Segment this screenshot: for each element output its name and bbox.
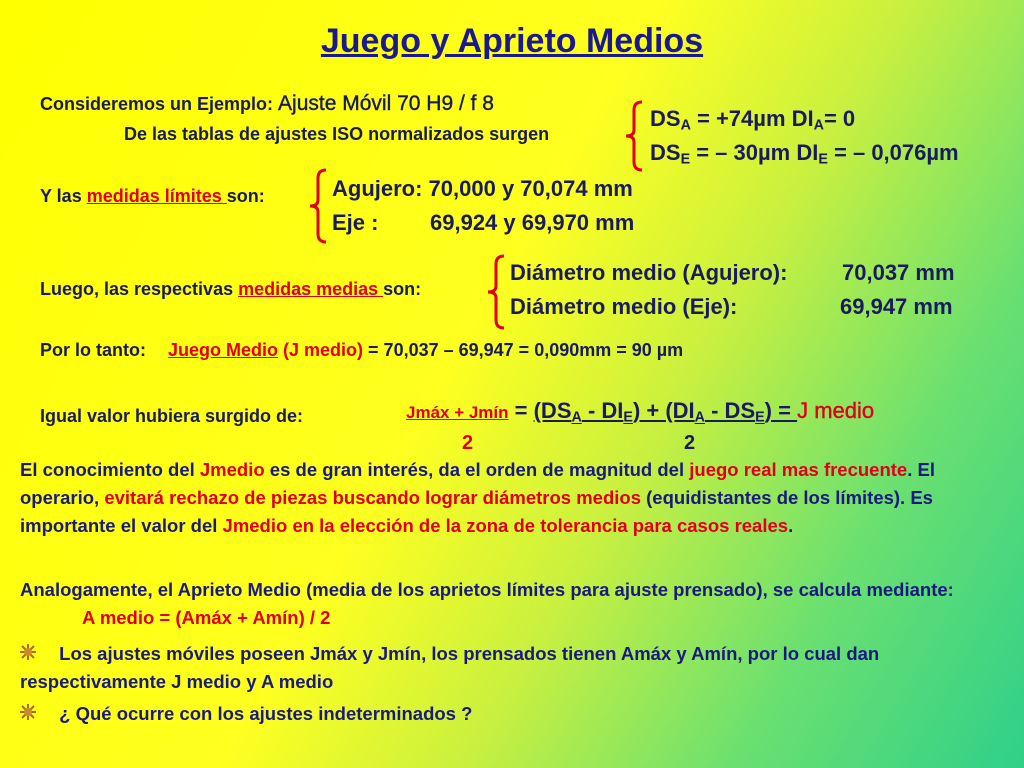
- juego-medio: Juego Medio: [168, 340, 279, 360]
- means-line: Luego, las respectivas medidas medias son:: [40, 279, 422, 299]
- formula-denominator-1: 2: [462, 432, 474, 454]
- formula-denominator-2: 2: [684, 432, 696, 454]
- paragraph-aprieto: Analogamente, el Aprieto Medio (media de los aprietos límites para ajuste prensado), se calcula mediante:A medio = (Amáx + Amín) / 2: [20, 579, 954, 628]
- limits-shaft: Eje : 69,924 y 69,970 mm: [332, 210, 635, 235]
- sun-bullet-icon: [20, 704, 36, 720]
- formula-result: J medio: [797, 398, 875, 423]
- fit-designation: Ajuste Móvil 70 H9 / f 8: [278, 92, 494, 115]
- mean-shaft: Diámetro medio (Eje): 69,947 mm: [510, 294, 953, 319]
- jmedio-abbrev: (J medio): [283, 340, 364, 360]
- example-line: [40, 92, 494, 116]
- means-term: medidas medias: [238, 279, 384, 299]
- sun-bullet-icon: [20, 644, 36, 660]
- deviations-brace: [622, 100, 646, 172]
- deviation-hole: $DS_A = +74\mu m$ $DI_A= 0$: [650, 106, 856, 134]
- formula: Jmáx + Jmín = $(DS_A - DI_E) + (DI_A - DS_E) = J$ medio: [406, 398, 875, 426]
- mean-hole: Diámetro medio (Agujero): 70,037 mm: [510, 260, 955, 285]
- tables-line: De las tablas de ajustes ISO normalizados surgen: [124, 124, 550, 144]
- limits-term: medidas límites: [86, 186, 227, 206]
- paragraph-jmedio: El conocimiento del Jmedio es de gran interés, da el orden de magnitud del juego real mas frecuente. El operario, evitará rechazo de piezas buscando lograr diámetros medios (equidistantes de los límites). Es importante el valor del Jmedio en la elección de la zona de tolerancia para casos reales.: [20, 459, 935, 536]
- aprieto-formula: A medio = (Amáx + Amín) / 2: [82, 607, 331, 628]
- limits-brace: [306, 168, 330, 244]
- limits-line: Y las medidas límites son:: [40, 186, 265, 206]
- bullet-item-1: Los ajustes móviles poseen Jmáx y Jmín, los prensados tienen Amáx y Amín, por lo cual dan respectivamente J medio y A medio: [20, 643, 880, 692]
- limits-hole: Agujero: 70,000 y 70,074 mm: [332, 176, 633, 201]
- page-title: Juego y Aprieto Medios: [320, 22, 704, 60]
- formula-prefix: Igual valor hubiera surgido de:: [40, 406, 304, 426]
- example-prefix: Consideremos un Ejemplo:: [40, 94, 279, 114]
- deviation-shaft: $DS_E$ = – 30µm $DI_E$ = – 0,076µm: [650, 140, 959, 168]
- means-brace: [484, 254, 508, 330]
- bullet-item-2: ¿ Qué ocurre con los ajustes indeterminados ?: [20, 700, 1010, 728]
- formula-numerator: Jmáx + Jmín: [406, 403, 509, 422]
- therefore-line: Por lo tanto: Juego Medio (J medio) = 70,037 – 69,947 = 0,090mm = 90 µm: [40, 340, 684, 360]
